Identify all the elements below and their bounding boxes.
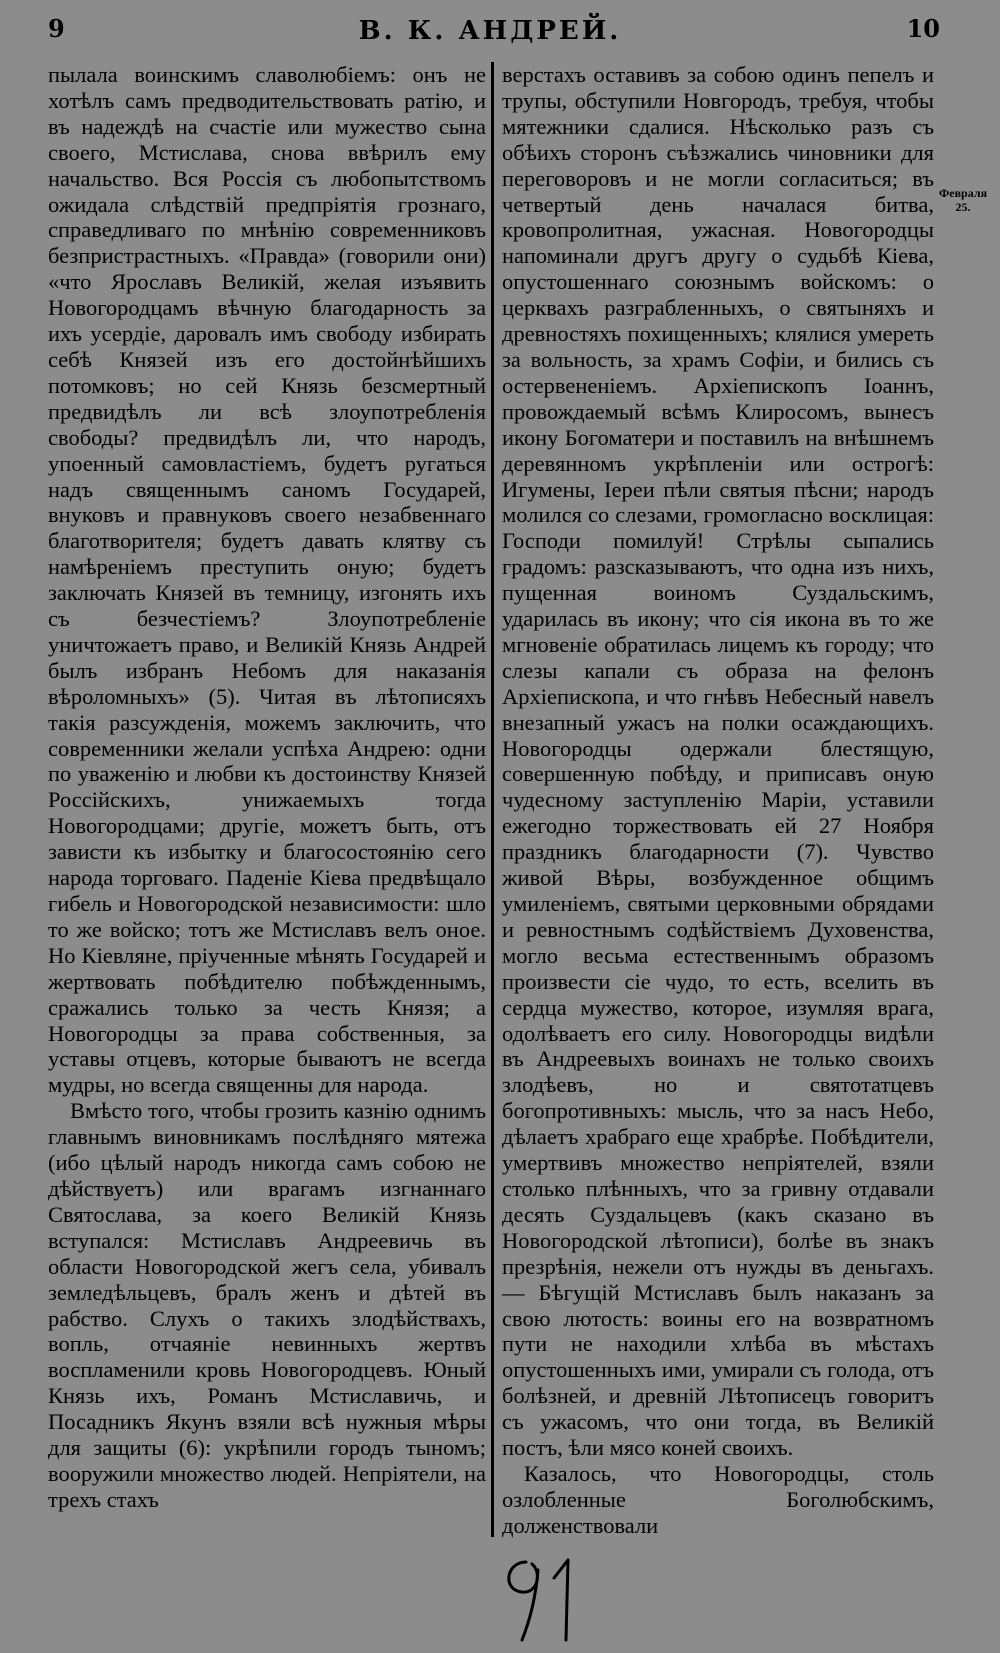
right-column bbox=[502, 62, 934, 1539]
margin-date-note: Февраля 25. bbox=[938, 186, 988, 214]
right-paragraph-2: Казалось, что Новогородцы, столь озлобленные Боголюбскимъ, долженствовали bbox=[502, 1460, 934, 1538]
page-header bbox=[40, 6, 940, 46]
left-paragraph-1: пылала воинскимъ славолюбіемъ: онъ не хотѣлъ самъ предводительствовать ратію, и въ надеждѣ на счастіе или мужество сына своего, Мстислава, снова ввѣрилъ ему начальство. Вся Россія съ любопытствомъ ожидала слѣдствій предпріятія грознаго, справедливаго по мнѣнію современниковъ безпристрастныхъ. «Правда» (говорили они) «что Ярославъ Великій, желая изъявить Новогородцамъ вѣчную благодарность за ихъ усердіе, даровалъ имъ свободу избирать себѣ Князей изъ его достойнѣйшихъ потомковъ; но сей Князь безсмертный предвидѣлъ ли всѣ злоупотребленія свободы? предвидѣлъ ли, что народъ, упоенный самовластіемъ, будетъ ругаться надъ священнымъ саномъ Государей, внуковъ и правнуковъ своего незабвеннаго благотворителя; будетъ давать клятву съ намѣреніемъ преступить оную; будетъ заключать Князей въ темницу, изгонять ихъ съ безчестіемъ? Злоупотребленіе уничтожаетъ право, и Великій Князь Андрей былъ избранъ Небомъ для наказанія вѣроломныхъ» (5). Читая въ лѣтописяхъ такія разсужденія, можемъ заключить, что современники желали успѣха Андрею: одни по уваженію и любви къ достоинству Князей Россійскихъ, унижаемыхъ тогда Новогородцами; другіе, можетъ быть, отъ зависти къ избытку и благосостоянію сего народа торговаго. Паденіе Кіева предвѣщало гибель и Новогородской независимости: шло то же войско; тотъ же Мстиславъ велъ оное. Но Кіевляне, пріученные мѣнять Государей и жертвовать побѣдителю побѣжденнымъ, сражались только за честь Князя; а Новогородцы за права собственныя, за уставы отцевъ, которые бываютъ не всегда мудры, но всегда священны для народа. bbox=[48, 62, 486, 1098]
page-number-right: 10 bbox=[906, 14, 940, 43]
handwritten-number-icon bbox=[492, 1550, 612, 1645]
running-title: В. К. АНДРЕЙ. bbox=[358, 16, 622, 46]
page-number-left: 9 bbox=[48, 14, 65, 43]
left-column bbox=[48, 62, 486, 1513]
left-paragraph-2: Вмѣсто того, чтобы грозить казнію однимъ главнымъ виновникамъ послѣдняго мятежа (ибо цѣлый народъ никогда самъ собою не дѣйствуетъ) или врагамъ изгнаннаго Святослава, за коего Великій Князь вступался: Мстиславъ Андреевичь въ области Новогородской жегъ села, убивалъ земледѣльцевъ, бралъ женъ и дѣтей въ рабство. Слухъ о такихъ злодѣйствахъ, вопль, отчаяніе невинныхъ жертвъ воспламенили кровь Новогородцевъ. Юный Князь ихъ, Романъ Мстиславичь, и Посадникъ Якунъ взяли всѣ нужныя мѣры для защиты (6): укрѣпили городъ тыномъ; вооружили множество людей. Непріятели, на трехъ стахъ bbox=[48, 1098, 486, 1512]
right-paragraph-1: верстахъ оставивъ за собою одинъ пепелъ и трупы, обступили Новгородъ, требуя, чтобы мятежники сдалися. Нѣсколько разъ съ обѣихъ сторонъ съѣзжались чиновники для переговоровъ и не могли согласиться; въ четвертый день началася битва, кровопролитная, ужасная. Новогородцы напоминали другъ другу о судьбѣ Кіева, опустошеннаго союзнымъ войскомъ: о церквахъ разграбленныхъ, о святыняхъ и древностяхъ похищенныхъ; клялися умереть за вольность, за храмъ Софіи, и бились съ остервененіемъ. Архіепископъ Іоаннъ, провождаемый всѣмъ Клиросомъ, вынесъ икону Богоматери и поставилъ на внѣшнемъ деревянномъ укрѣпленіи или острогѣ: Игумены, Іереи пѣли святыя пѣсни; народъ молился со слезами, громогласно восклицая: Господи помилуй! Стрѣлы сыпались градомъ: разсказываютъ, что одна изъ нихъ, пущенная воиномъ Суздальскимъ, ударилась въ икону; что сія икона въ то же мгновеніе обратилась лицемъ къ городу; что слезы капали съ образа на фелонъ Архіепископа, и что гнѣвъ Небесный навелъ внезапный ужасъ на полки осаждающихъ. Новогородцы одержали блестящую, совершенную побѣду, и приписавъ оную чудесному заступленію Маріи, уставили ежегодно торжествовать ей 27 Ноября праздникъ благодарности (7). Чувство живой Вѣры, возбужденное общимъ умиленіемъ, святыми церковными обрядами и ревностнымъ содѣйствіемъ Духовенства, могло весьма естественнымъ образомъ произвести сіе чудо, то есть, вселить въ сердца мужество, которое, изумляя врага, одолѣваетъ его силу. Новогородцы видѣли въ Андреевыхъ воинахъ не только своихъ злодѣевъ, но и святотатцевъ богопротивныхъ: мысль, что за насъ Небо, дѣлаетъ храбраго еще храбрѣе. Побѣдители, умертвивъ множество непріятелей, взяли столько плѣнныхъ, что за гривну отдавали десять Суздальцевъ (какъ сказано въ Новогородской лѣтописи), болѣе въ знакъ презрѣнія, нежели отъ нужды въ деньгахъ. — Бѣгущій Мстиславъ былъ наказанъ за свою лютость: воины его на возвратномъ пути не находили хлѣба въ мѣстахъ опустошенныхъ ими, умирали съ голода, отъ болѣзней, и древній Лѣтописецъ говоритъ съ ужасомъ, что они тогда, въ Великій постъ, ѣли мясо коней своихъ. bbox=[502, 62, 934, 1461]
column-divider bbox=[491, 62, 494, 1537]
handwritten-page-number bbox=[492, 1550, 612, 1645]
